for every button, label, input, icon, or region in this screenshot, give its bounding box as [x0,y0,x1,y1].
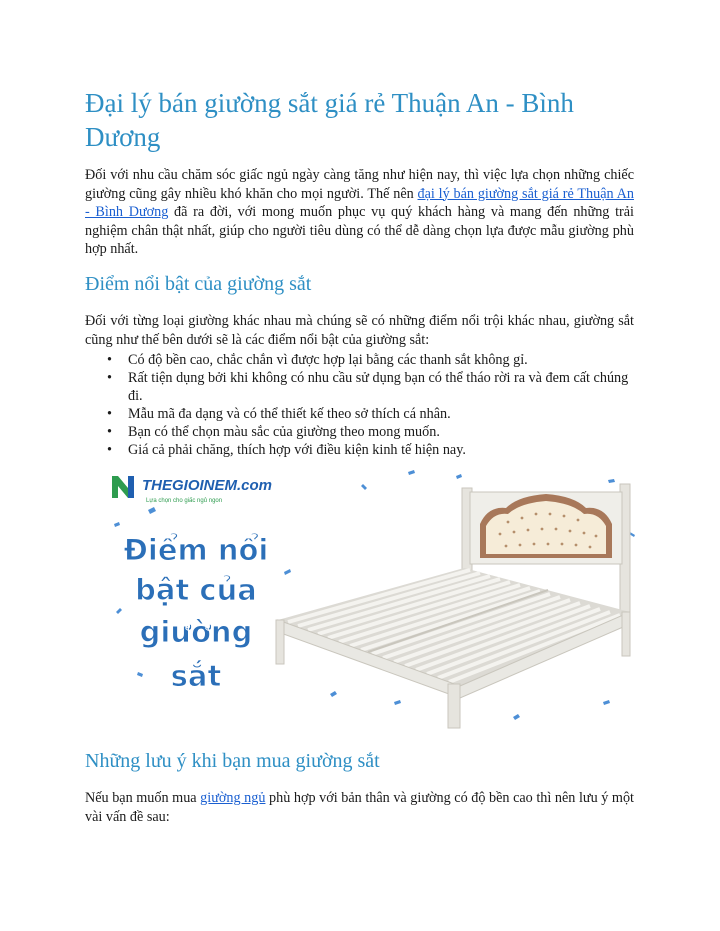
list-item-text: Bạn có thể chọn màu sắc của giường theo mong muốn. [128,424,440,440]
list-item-text: Có độ bền cao, chắc chắn vì được hợp lại bằng các thanh sắt không gỉ. [128,352,528,368]
list-item [85,441,634,459]
list-item [85,351,634,369]
list-item [85,423,634,441]
list-item-text: Mẫu mã đa dạng và có thể thiết kế theo sở thích cá nhân. [128,406,451,422]
buying-tips-paragraph [85,789,634,826]
tips-text-end: phù hợp với bản thân và giường có độ bền cao thì nên lưu ý một vài vấn đề sau: [85,790,634,825]
tips-text-start: Nếu bạn muốn mua [85,790,201,806]
headline-line-4: sắt [170,659,222,693]
intro-paragraph [85,166,634,259]
section-heading-highlights: Điểm nổi bật của giường sắt [85,273,312,295]
list-item-text: Giá cả phải chăng, thích hợp với điều kiện kinh tế hiện nay. [128,442,466,458]
article-title: Đại lý bán giường sắt giá rẻ Thuận An - Bình Dương [85,88,574,152]
intro-text-start: Đối với nhu cầu chăm sóc giấc ngủ ngày càng tăng như hiện nay, thì việc lựa chọn những chiếc giường cũng gây nhiều khó khăn cho mọi người. Thế nên [85,167,634,202]
bullet-icon: • [107,352,112,368]
bullet-icon: • [107,424,112,440]
bullet-icon: • [107,406,112,422]
promo-headline [124,533,269,693]
iron-bed-image [276,484,630,728]
list-item [85,405,634,423]
promo-image [108,462,641,730]
headline-line-2: bật của [135,573,257,607]
section-heading-buying-tips: Những lưu ý khi bạn mua giường sắt [85,750,380,772]
intro-text-end: đã ra đời, với mong muốn phục vụ quý khách hàng và mang đến những trải nghiệm chân thật nhất, giúp cho người tiêu dùng có thể dễ dàng chọn lựa được mẫu giường phù hợp nhất. [85,204,634,258]
list-item [85,369,634,405]
bed-link[interactable]: giường ngủ [200,790,266,806]
headline-line-3: giường [139,615,253,649]
headline-line-1: Điểm nổi [123,533,269,567]
brand-tagline-text: Lựa chọn cho giấc ngủ ngon [146,498,223,504]
highlights-paragraph: Đối với từng loại giường khác nhau mà chúng sẽ có những điểm nổi trội khác nhau, giường sắt cũng như thế bên dưới sẽ là các điểm nổi bật của giường sắt: [85,313,634,348]
highlights-list [85,351,634,459]
list-item-text: Rất tiện dụng bởi khi không có nhu cầu sử dụng bạn có thể tháo rời ra và đem cất chúng đi. [128,370,629,404]
bullet-icon: • [107,442,112,458]
bullet-icon: • [107,370,112,386]
dealer-link[interactable]: đại lý bán giường sắt giá rẻ Thuận An - Bình Dương [85,185,634,221]
thegioinem-logo [112,476,272,504]
brand-name-text: THEGIOINEM.com [142,477,273,494]
